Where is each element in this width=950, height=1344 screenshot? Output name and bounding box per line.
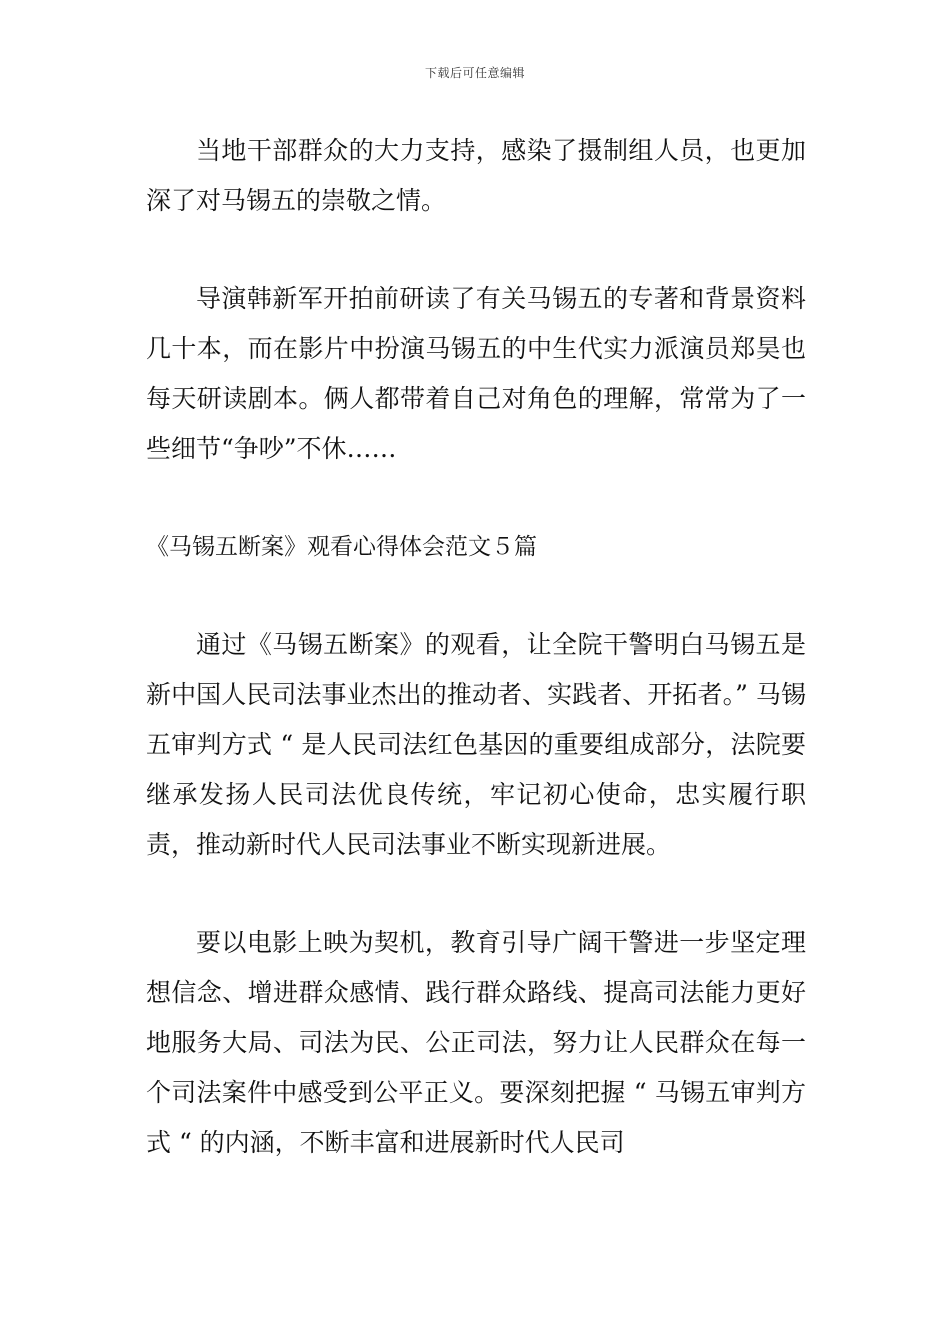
paragraph-gap (146, 226, 806, 274)
document-body (146, 126, 806, 1168)
paragraph-2: 导演韩新军开拍前研读了有关马锡五的专著和背景资料几十本，而在影片中扮演马锡五的中生代实力派演员郑昊也每天研读剧本。俩人都带着自己对角色的理解，常常为了一些细节“争吵”不休…… (146, 284, 806, 463)
paragraph-gap (146, 474, 806, 522)
paragraph-gap (146, 572, 806, 620)
section-heading: 《马锡五断案》观看心得体会范文５篇 (146, 534, 537, 560)
paragraph-3: 通过《马锡五断案》的观看，让全院干警明白马锡五是新中国人民司法事业杰出的推动者、实践者、开拓者。” 马锡五审判方式 “ 是人民司法红色基因的重要组成部分，法院要继承发扬人民司法优良传统，牢记初心使命，忠实履行职责，推动新时代人民司法事业不断实现新进展。 (146, 630, 806, 859)
paragraph-1: 当地干部群众的大力支持，感染了摄制组人员，也更加深了对马锡五的崇敬之情。 (146, 136, 806, 215)
paragraph-4: 要以电影上映为契机，教育引导广阔干警进一步坚定理想信念、增进群众感情、践行群众路线、提高司法能力更好地服务大局、司法为民、公正司法，努力让人民群众在每一个司法案件中感受到公平正义。要深刻把握 “ 马锡五审判方式 “ 的内涵，不断丰富和进展新时代人民司 (146, 928, 806, 1157)
page-header: 下载后可任意编辑 (424, 66, 525, 80)
paragraph-gap (146, 870, 806, 918)
